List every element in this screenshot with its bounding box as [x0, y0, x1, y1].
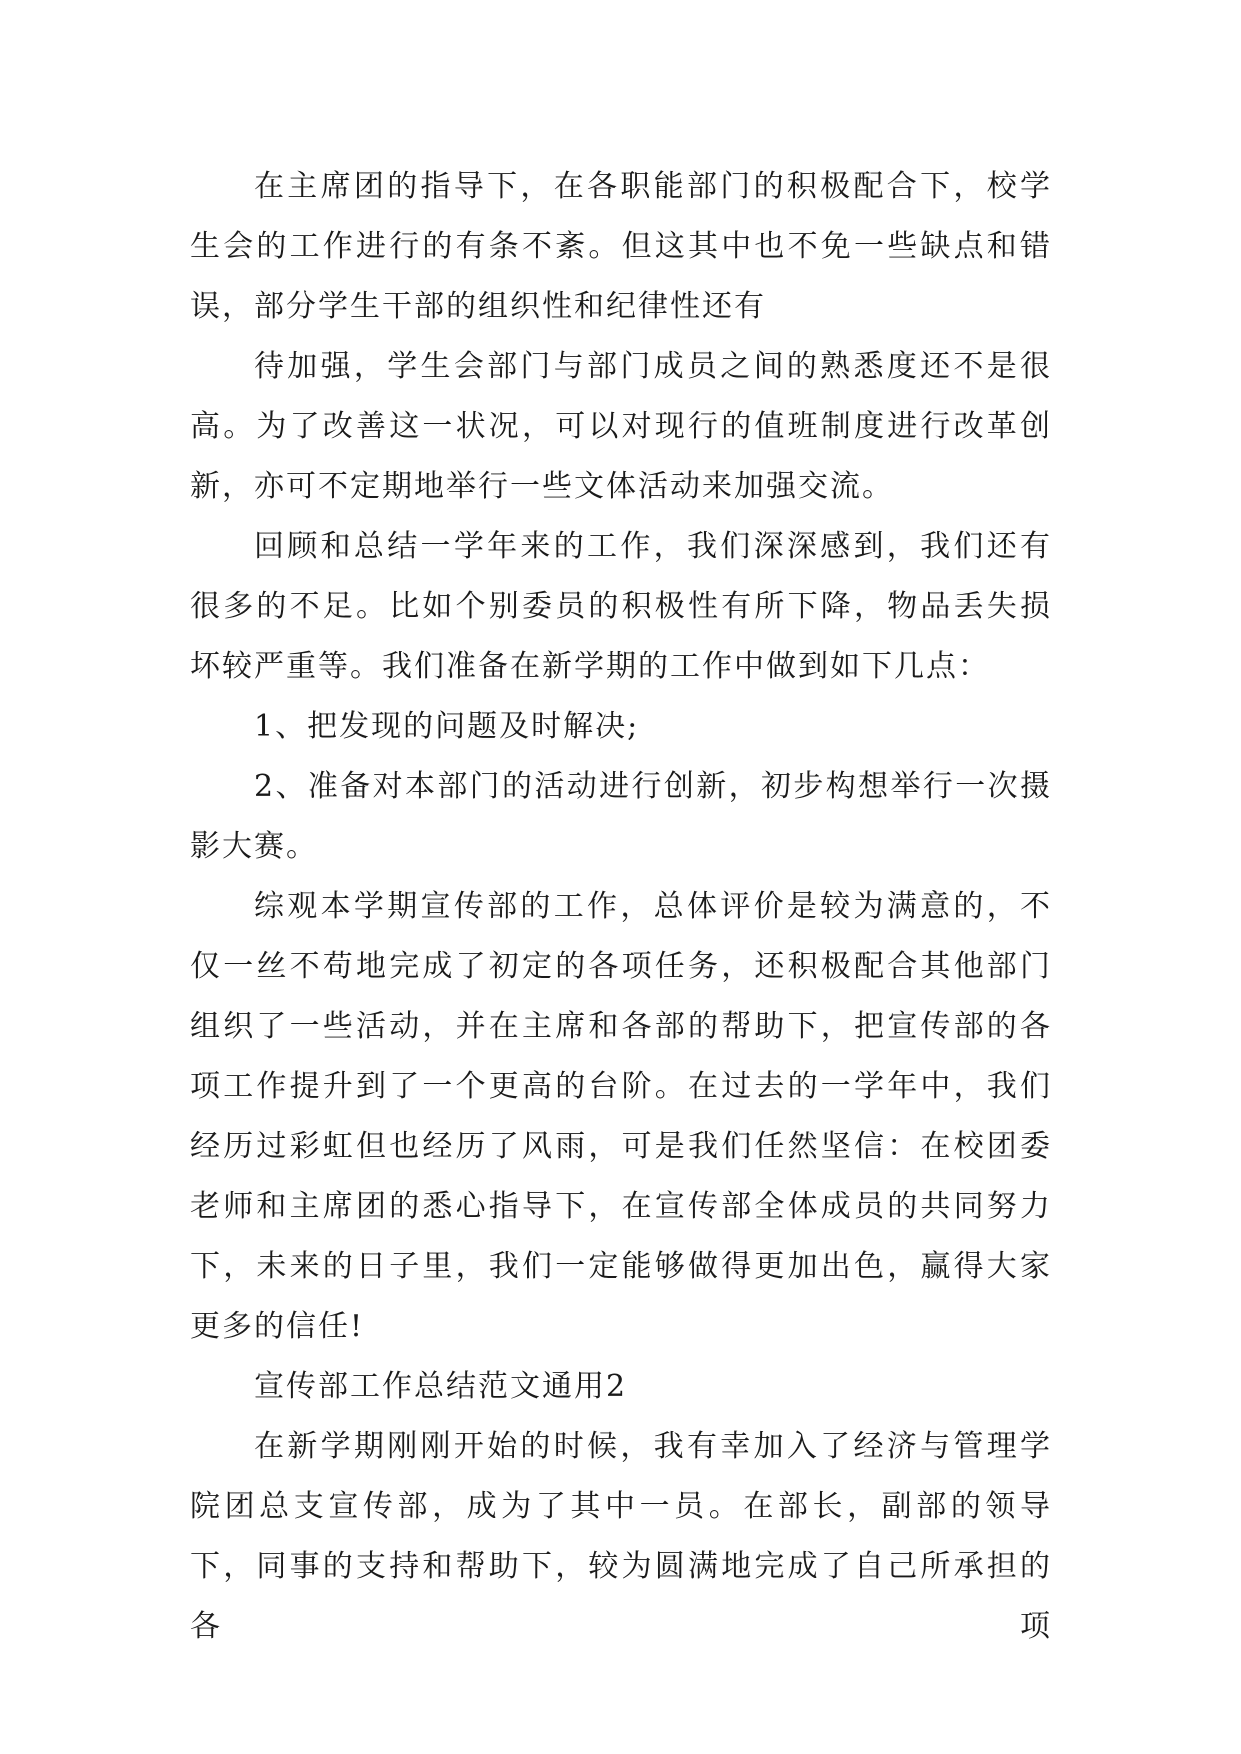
- paragraph-3: 回顾和总结一学年来的工作，我们深深感到，我们还有很多的不足。比如个别委员的积极性有所下降，物品丢失损坏较严重等。我们准备在新学期的工作中做到如下几点：: [190, 529, 1052, 684]
- paragraph-1: 在主席团的指导下，在各职能部门的积极配合下，校学生会的工作进行的有条不紊。但这其中也不免一些缺点和错误，部分学生干部的组织性和纪律性还有: [190, 169, 1052, 324]
- paragraph-summary: 综观本学期宣传部的工作，总体评价是较为满意的，不仅一丝不苟地完成了初定的各项任务，还积极配合其他部门组织了一些活动，并在主席和各部的帮助下，把宣传部的各项工作提升到了一个更高的台阶。在过去的一学年中，我们经历过彩虹但也经历了风雨，可是我们任然坚信：在校团委老师和主席团的悉心指导下，在宣传部全体成员的共同努力下，未来的日子里，我们一定能够做得更加出色，赢得大家更多的信任!: [190, 889, 1052, 1344]
- document-body: [190, 157, 1052, 1657]
- paragraph-intro: 在新学期刚刚开始的时候，我有幸加入了经济与管理学院团总支宣传部，成为了其中一员。在部长，副部的领导下，同事的支持和帮助下，较为圆满地完成了自己所承担的各项: [190, 1429, 1052, 1644]
- list-item-2: 2、准备对本部门的活动进行创新，初步构想举行一次摄影大赛。: [190, 769, 1052, 864]
- paragraph-2: 待加强，学生会部门与部门成员之间的熟悉度还不是很高。为了改善这一状况，可以对现行的值班制度进行改革创新，亦可不定期地举行一些文体活动来加强交流。: [190, 349, 1052, 504]
- section-heading: 宣传部工作总结范文通用2: [254, 1369, 628, 1404]
- list-item-1: 1、把发现的问题及时解决;: [254, 709, 640, 744]
